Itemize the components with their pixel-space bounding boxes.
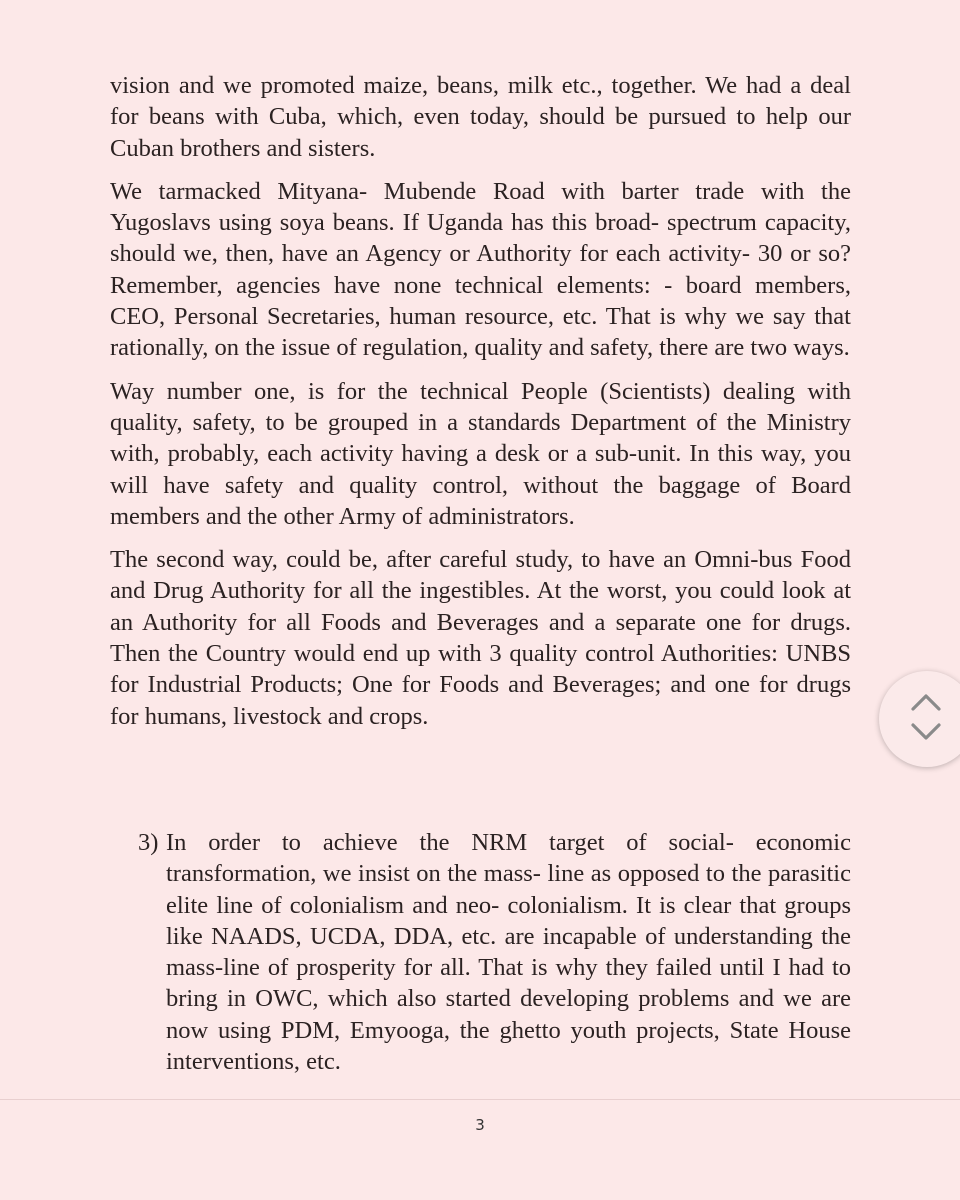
- document-body: [110, 70, 851, 744]
- paragraph: The second way, could be, after careful study, to have an Omni-bus Food and Drug Authority for all the ingestibles. At the worst, you could look at an Authority for all Foods and Beverages and a separate one for drugs. Then the Country would end up with 3 quality control Authorities: UNBS for Industrial Products; One for Foods and Beverages; and one for drugs for humans, livestock and crops.: [110, 546, 851, 730]
- page-navigation-button[interactable]: [879, 671, 960, 767]
- chevron-down-icon[interactable]: [909, 721, 943, 743]
- chevron-up-icon[interactable]: [909, 691, 943, 713]
- list-item-text: In order to achieve the NRM target of social- economic transformation, we insist on the mass- line as opposed to the parasitic elite line of colonialism and neo- colonialism. It is clear that groups like NAADS, UCDA, DDA, etc. are incapable of understanding the mass-line of prosperity for all. That is why they failed until I had to bring in OWC, which also started developing problems and we are now using PDM, Emyooga, the ghetto youth projects, State House interventions, etc.: [166, 829, 851, 1076]
- paragraph: vision and we promoted maize, beans, milk etc., together. We had a deal for beans with Cuba, which, even today, should be pursued to help our Cuban brothers and sisters.: [110, 72, 851, 162]
- footer-divider: [0, 1099, 960, 1100]
- page-number: 3: [475, 1116, 485, 1134]
- list-item-number: 3): [138, 829, 159, 856]
- paragraph: We tarmacked Mityana- Mubende Road with barter trade with the Yugoslavs using soya beans. If Uganda has this broad- spectrum capacity, should we, then, have an Agency or Authority for each activity- 30 or so? Remember, agencies have none technical elements: - board members, CEO, Personal Secretaries, human resource, etc. That is why we say that rationally, on the issue of regulation, quality and safety, there are two ways.: [110, 177, 851, 362]
- numbered-list-item: [138, 827, 851, 1077]
- paragraph: Way number one, is for the technical People (Scientists) dealing with quality, safety, to be grouped in a standards Department of the Ministry with, probably, each activity having a desk or a sub-unit. In this way, you will have safety and quality control, without the baggage of Board members and the other Army of administrators.: [110, 377, 851, 530]
